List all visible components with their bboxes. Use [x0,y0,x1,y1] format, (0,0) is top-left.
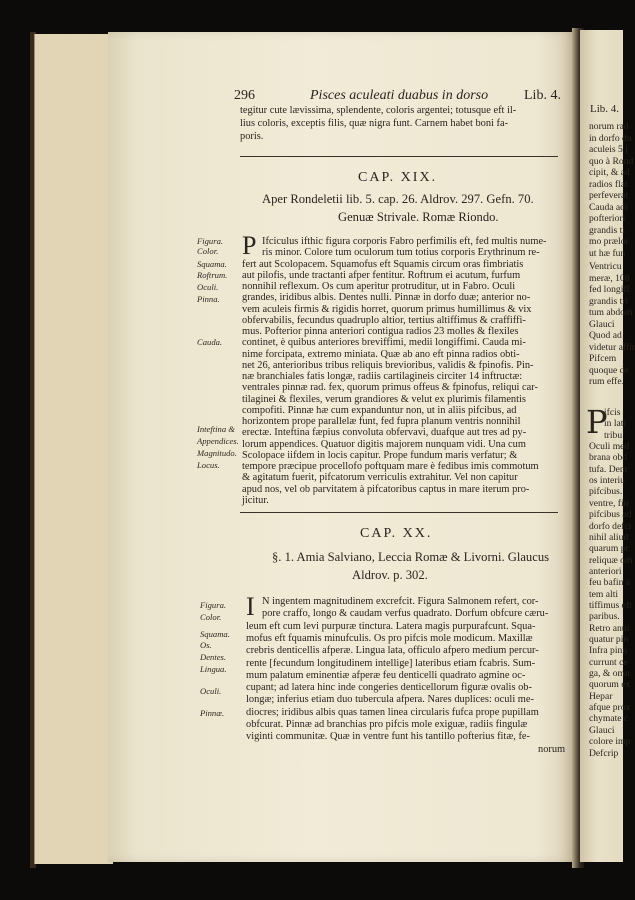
body-line: obfcurat. Pinnæ ad branchias pro pifcis mole exiguæ, radiis fingulæ [246,719,528,730]
next-page-line: Infra pinn [589,645,628,657]
next-page-line: reliquæ om [589,554,633,566]
body-line: grandes, iridibus albis. Dentes nulli. Pinnæ in dorfo duæ; anterior no- [242,292,531,304]
body-line: diocres; iridibus albis quas tamen linea circularis fufca prope pupillam [246,706,539,718]
next-page-line: brana obd [589,452,628,464]
chapter-heading-20: CAP. XX. [360,526,433,541]
body-line: net 26, anterioribus tribus reliquis brevioribus, validis & fpinofis. Pin- [242,359,534,371]
next-page-line: os interiu [589,475,625,487]
body-line: lorum appendices. Quatuor digitis majorem nunquam vidi. Una cum [242,438,526,450]
next-page-line: mo prælor [589,236,629,247]
next-page-line: ifcis [604,407,621,418]
margin-note: Pinna. [197,294,220,304]
body-line: lius coloris, exceptis filis, quæ nigra funt. Carnem habet boni fa- [240,118,509,129]
next-page-line: nihil aliud [589,531,629,543]
body-line: fert aut Scolopacem. Squamofus eft Squamis circum oras fimbriatis [242,258,524,270]
chapter-19-synonyms-1: Aper Rondeletii lib. 5. cap. 26. Aldrov. 297. Gefn. 70. [262,192,534,206]
next-page-line: quo à Rond [589,155,634,167]
body-line: ris minor. Colore tum oculorum tum totius corporis Erythrinum re- [262,247,540,259]
margin-note: Color. [200,612,222,622]
body-line: leum eft cum levi purpuræ tinctura. Latera magis purpurafcunt. Squa- [246,620,536,632]
running-title: Pisces aculeati duabus in dorso [310,88,489,103]
next-page-line: in dorfo du [589,132,632,144]
chapter-heading-19: CAP. XIX. [358,170,438,185]
next-page-line: afque prox [589,702,631,714]
body-line: næ branchiales fatis longæ, radiis cartilagineis circiter 14 inftructæ: [242,371,523,382]
body-line: pore craffo, longo & caudam verfus quadrato. Dorfum obfcure cæru- [262,608,549,620]
next-page-line: quatur pin [589,634,629,645]
body-line: Ifciculus ifthic figura corporis Fabro perfimilis eft, fed multis nume- [262,236,547,247]
section-rule [240,156,558,157]
margin-note: Squama. [197,259,227,269]
next-page-line: Quod ad [589,330,622,341]
body-line: tegitur cute lævissima, splendente, coloris argentei; totusque eft il- [240,105,517,116]
body-line: tempore præcipue procellofo poftquam mare è fedibus imis commotum [242,461,539,472]
next-page-line: rum effe. [589,376,624,387]
next-page-line: meræ, 108 [589,272,630,284]
body-line: poris. [240,131,264,142]
next-page-line: pifcibus. [589,486,623,498]
next-page-drop-cap: P [586,403,608,441]
next-page-line: tiffimus eft [589,599,632,611]
next-page-line: perfeverat [589,190,628,201]
body-line: ventrales pinnæ rad. fex, quorum primus offeus & fpinofus, reliqui car- [242,382,538,394]
next-page-header: Lib. 4. [590,103,620,115]
chapter-20-synonyms-2: Aldrov. p. 302. [352,568,428,582]
next-page-line: Ventricu [589,261,622,272]
next-page-line: anteriori [589,565,622,577]
next-page-line: Defcrip [589,747,619,759]
margin-note: Cauda. [197,337,223,347]
next-page-line: tum abdom [589,307,633,318]
book-number: Lib. 4. [524,88,561,103]
body-line: & agitatum fuerit, pifcatorum verriculis extrahitur. Vel non capitur [242,472,518,484]
body-line: longæ; inferius etiam duo tubercula afpera. Nares duplices: oculi me- [246,694,534,706]
margin-note: Os. [200,640,212,650]
next-page-line: grandis ti [589,224,625,236]
next-page-line: ga, & omn [589,668,630,680]
drop-cap-20: I [246,592,255,621]
body-line: jicitur. [242,494,269,506]
body-line: nime forcipata, extremo miniata. Quæ ab ano eft pinna radios obti- [242,348,520,360]
margin-note: Dentes. [200,652,227,662]
body-line: vem aculeis firmis & rigidis horret, quorum primus humillimus & vix [242,303,532,315]
body-line: aut pilofis, unde tractanti afper fentitur. Roftrum ei acutum, furfum [242,269,521,281]
body-line: mum palatum eminentiæ afperæ feu denticelli quadrato agmine oc- [246,669,526,681]
margin-note: Lingua. [200,664,227,674]
next-page-line: pifcibus ad [589,509,632,521]
drop-cap-19: P [242,231,257,260]
page-stack-edge [34,34,113,864]
body-line: mofus eft fquamis minufculis. Os pro pifcis mole modicum. Maxillæ [246,632,533,644]
section-rule [240,512,558,513]
margin-note: Oculi. [200,686,222,696]
body-line: N ingentem magnitudinem excrefcit. Figura Salmonem refert, cor- [262,596,539,607]
next-page-line: feu bafin a [589,577,631,589]
margin-note: Inteftina & [197,424,235,434]
next-page-line: quoque de [589,364,629,376]
next-page-line: norum rad [589,121,629,132]
right-page-fragment [580,30,635,862]
catchword: norum [538,744,566,755]
next-page-line: in lati [604,418,627,430]
body-line: tilaginei & flexiles, verum grandiores & velut ex plurimis filamentis [242,393,526,405]
next-page-line: aculeis 5 [ [589,144,629,155]
margin-note: Figura. [200,600,227,610]
body-line: obfervabilis, fecundus quadruplo altior, tertius altiffimus & craffiffi- [242,314,526,326]
next-page-line: tem alti [589,588,619,600]
next-page-line: Glauci [589,318,615,330]
body-line: apud nos, vel ob parvitatem à pifcatoribus captus in mare iterum pro- [242,483,530,495]
next-page-line: Glauci [589,724,615,736]
page-number: 296 [234,88,255,103]
body-line: compofiti. Pinnæ hæ cum expanduntur non, ut in aliis pifcibus, ad [242,404,517,416]
body-line: Scolopace iifdem in locis capitur. Prope fundum maris verfatur; & [242,449,518,461]
next-page-line: tufa. Dent [589,463,628,475]
margin-note: Locus. [197,460,220,470]
next-page-line: Pifcem [589,353,617,364]
next-page-line: tribu [604,429,623,441]
body-line: viginti communitæ. Quæ in ventre funt his tantillo pofterius fitæ, fe- [246,731,530,743]
next-page-line: Retro anui [589,622,630,634]
next-page-line: radios flat [589,178,628,190]
margin-note: Color. [197,246,219,256]
body-line: mus. Pofterior pinna anteriori contigua radios 23 molles & flexiles [242,326,519,337]
body-line: continet, è quibus anteriores breviffimi, medii longiffimi. Cauda mi- [242,337,526,349]
margin-note: Pinnæ. [200,708,225,718]
next-page-line: currunt ce [589,656,628,668]
next-page-line: Cauda adi [589,201,628,213]
next-page-line: colore imp [589,736,631,748]
next-page-line: videtur affir [589,341,635,353]
next-page-line: ut hæ fun [589,247,626,259]
next-page-line: grandis tri [589,295,629,307]
body-line: nonnihil reflexum. Os cum aperitur protruditur, ut in Fabro. Oculi [242,281,516,292]
next-page-line: quarum pr [589,543,629,555]
margin-note: Squama. [200,629,230,639]
body-line: crebris denticellis afperæ. Lingua lata, officulo afpero medium percur- [246,645,539,657]
margin-note: Oculi. [197,282,219,292]
next-page-line: ventre, fin [589,497,629,509]
chapter-20-synonyms-1: §. 1. Amia Salviano, Leccia Romæ & Livorni. Glaucus [272,550,550,564]
body-line: erectæ. Inteftina fæpius convoluta obfervavi, duafque aut tres ad py- [242,427,527,439]
next-page-line: Oculi med [589,441,630,453]
next-page-line: chymate c [589,713,629,725]
next-page-line: Hepar [589,690,613,702]
margin-note: Appendices. [197,436,239,446]
next-page-line: pofteriori [589,213,626,224]
margin-note: Figura. [197,236,224,246]
body-line: cupant; ad latera hinc inde congeries denticellorum figuræ ovalis ob- [246,682,532,694]
chapter-19-synonyms-2: Genuæ Strivale. Romæ Riondo. [338,210,499,224]
next-page-line: dorfo defci [589,520,632,532]
next-page-line: cipit, & ad [589,167,630,178]
margin-note: Magnitudo. [197,448,237,458]
next-page-line: fed longiff [589,284,630,295]
body-line: rente [fecundum longitudinem intellige] lateribus etiam fcabris. Sum- [246,657,536,669]
next-page-line: paribus. [589,611,620,623]
body-line: horizontem prope parallelæ funt, fed fupra planum ventris nonnihil [242,416,521,427]
margin-note: Roftrum. [197,270,228,280]
next-page-line: quorum ex [589,679,631,691]
